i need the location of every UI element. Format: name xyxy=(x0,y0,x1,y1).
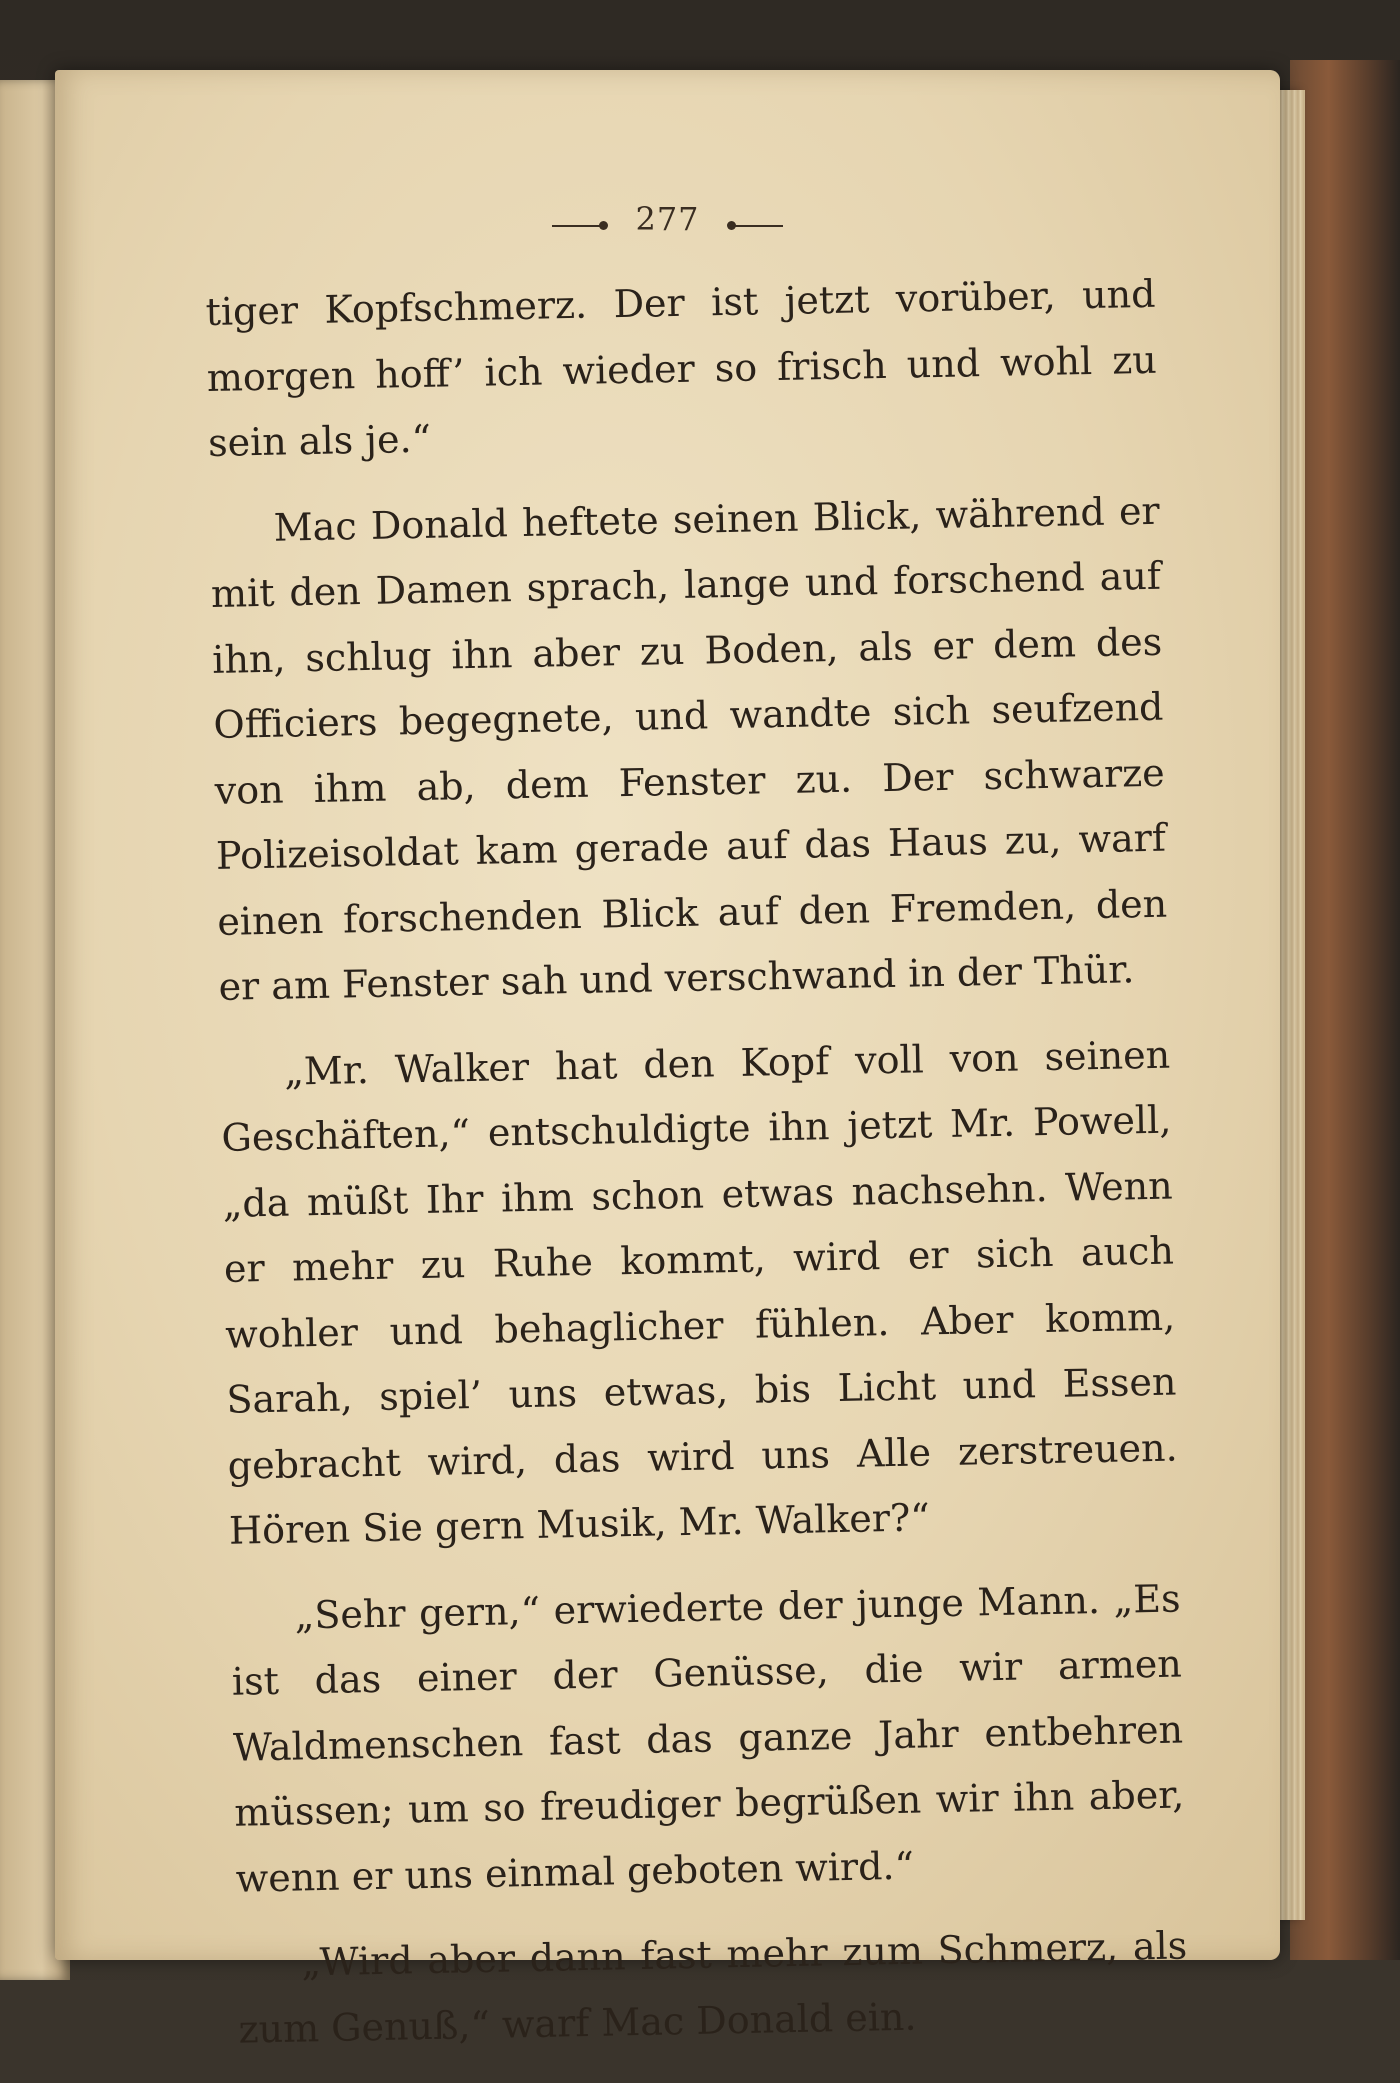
paragraph: „Wird aber dann fast mehr zum Schmerz, als zum Genuß,“ warf Mac Donald ein. xyxy=(238,1923,1188,2052)
page-header xyxy=(55,200,1280,238)
page-text xyxy=(205,262,1189,2083)
page-number: 277 xyxy=(635,200,700,238)
paragraph: tiger Kopfschmerz. Der ist jetzt vorüber, und morgen hoff’ ich wieder so frisch und wohl zu sein als je.“ xyxy=(205,271,1158,465)
book-cover-edge xyxy=(1290,60,1400,1960)
paragraph: „Mr. Walker hat den Kopf voll von seinen Geschäften,“ entschuldigte ihn jetzt Mr. Powell, „da müßt Ihr ihm schon etwas nachsehn. Wenn er mehr zu Ruhe kommt, wird er sich auch wohler und behaglicher fühlen. Aber komm, Sarah, spiel’ uns etwas, bis Licht und Essen gebracht wird, das wird uns Alle zerstreuen. Hören Sie gern Musik, Mr. Walker?“ xyxy=(221,1032,1179,1553)
header-ornament-right xyxy=(731,225,783,227)
paragraph: Mac Donald heftete seinen Blick, während er mit den Damen sprach, lange und forschend auf ihn, schlug ihn aber zu Boden, als er dem des Officiers begegnete, und wandte sich seufzend von ihm ab, dem Fenster zu. Der schwarze Polizeisoldat kam gerade auf das Haus zu, warf einen forschenden Blick auf den Fremden, den er am Fenster sah und verschwand in der Thür. xyxy=(210,488,1168,1009)
book-page xyxy=(55,70,1280,2052)
paragraph: „Sehr gern,“ erwiederte der junge Mann. „Es ist das einer der Genüsse, die wir armen Waldmenschen fast das ganze Jahr entbehren müssen; um so freudiger begrüßen wir ihn aber, wenn er uns einmal geboten wird.“ xyxy=(231,1576,1185,1901)
header-ornament-left xyxy=(552,225,604,227)
